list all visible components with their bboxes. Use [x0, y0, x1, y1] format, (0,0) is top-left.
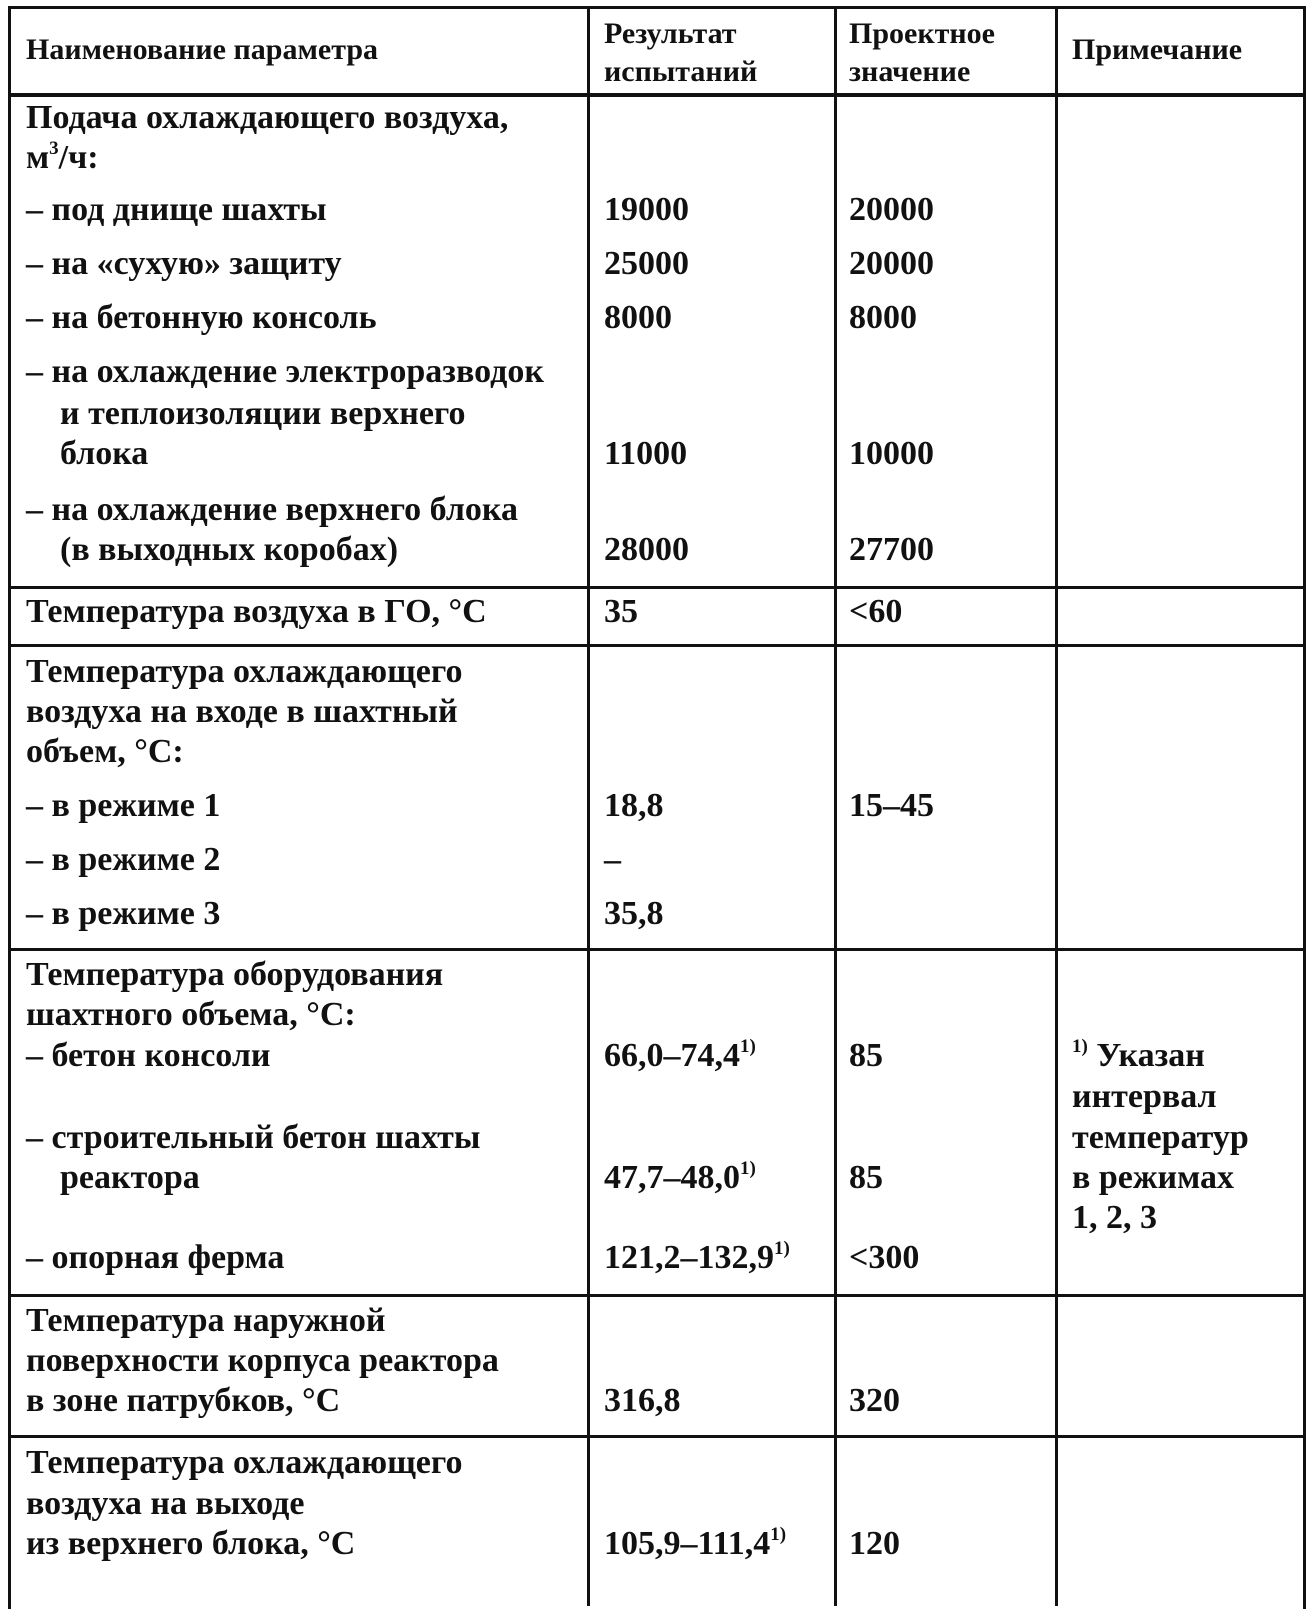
header-param: Наименование параметра [26, 33, 379, 66]
note-text: 1, 2, 3 [1072, 1199, 1157, 1236]
row-label: – на «сухую» защиту [26, 245, 342, 282]
row-label: воздуха на выходе [26, 1485, 305, 1522]
row-label: Температура воздуха в ГО, °С [26, 593, 487, 630]
note-text: температур [1072, 1119, 1249, 1156]
design-value: 120 [849, 1525, 900, 1562]
row-label: – бетон консоли [26, 1037, 271, 1074]
header-divider [8, 93, 1303, 97]
row-label: – строительный бетон шахты [26, 1119, 481, 1156]
row-label: поверхности корпуса реактора [26, 1342, 499, 1379]
design-value: 320 [849, 1382, 900, 1419]
note-text: интервал [1072, 1078, 1217, 1115]
row-label: – на охлаждение верхнего блока [26, 491, 518, 528]
header-design: значение [849, 55, 971, 88]
design-value: 27700 [849, 531, 934, 568]
result-value: 66,0–74,4$^{1)}$ [604, 1036, 756, 1074]
result-value: 316,8 [604, 1382, 681, 1419]
footnote-mark: 1) [770, 1524, 787, 1545]
result-value: 47,7–48,0$^{1)}$ [604, 1158, 756, 1196]
design-value: 85 [849, 1159, 883, 1196]
row-divider [8, 644, 1303, 647]
header-design: Проектное [849, 17, 995, 50]
row-label: (в выходных коробах) [60, 531, 399, 568]
row-label: и теплоизоляции верхнего [60, 395, 466, 432]
row-label: – в режиме 2 [26, 841, 221, 878]
row-label: – под днище шахты [26, 191, 327, 228]
design-value: 20000 [849, 245, 934, 282]
section-title: объем, °С: [26, 733, 184, 770]
row-label: – опорная ферма [26, 1239, 285, 1276]
result-value: 35 [604, 593, 638, 630]
row-label: Температура наружной [26, 1302, 386, 1339]
row-divider [8, 948, 1303, 951]
section-title: Температура охлаждающего [26, 653, 463, 690]
design-value: <300 [849, 1239, 920, 1276]
result-value: 8000 [604, 299, 672, 336]
result-value: 11000 [604, 435, 688, 472]
result-value: 25000 [604, 245, 689, 282]
design-value: 20000 [849, 191, 934, 228]
row-divider [8, 586, 1303, 589]
header-note: Примечание [1072, 33, 1243, 66]
header-result: испытаний [604, 55, 758, 88]
design-value: <60 [849, 593, 903, 630]
section-title: воздуха на входе в шахтный [26, 693, 458, 730]
row-label: – в режиме 1 [26, 787, 221, 824]
row-label: из верхнего блока, °С [26, 1525, 356, 1562]
design-value: 8000 [849, 299, 917, 336]
row-divider [8, 1435, 1303, 1438]
section-title: Подача охлаждающего воздуха, [26, 99, 509, 136]
result-value: 121,2–132,9$^{1)}$ [604, 1238, 790, 1276]
row-label: в зоне патрубков, °С [26, 1382, 341, 1419]
footnote-mark: 1) [740, 1158, 756, 1179]
section-title: $м^3/ч$: [26, 138, 99, 176]
result-value: – [604, 841, 621, 878]
footnote-mark: 1) [774, 1238, 790, 1259]
design-value: 85 [849, 1037, 883, 1074]
row-label: Температура охлаждающего [26, 1444, 463, 1481]
result-value: 28000 [604, 531, 689, 568]
result-value: 19000 [604, 191, 689, 228]
column-divider [1055, 6, 1058, 1606]
design-value: 15–45 [849, 787, 934, 824]
column-divider [587, 6, 590, 1606]
column-divider [834, 6, 837, 1606]
row-label: блока [60, 435, 149, 472]
result-value: 35,8 [604, 895, 664, 932]
footnote-mark: 1) [740, 1036, 756, 1057]
result-value: 105,9–111,4$^{1)}$ [604, 1524, 787, 1562]
header-result: Результат [604, 17, 737, 50]
row-label: – в режиме 3 [26, 895, 221, 932]
section-title: Температура оборудования [26, 956, 444, 993]
row-divider [8, 1294, 1303, 1297]
section-title: шахтного объема, °С: [26, 996, 356, 1033]
note-text: $^{1)}$ Указан [1072, 1036, 1205, 1074]
result-value: 18,8 [604, 787, 664, 824]
design-value: 10000 [849, 435, 934, 472]
row-label: реактора [60, 1159, 200, 1196]
footnote-mark: 1) [1072, 1036, 1088, 1057]
row-label: – на бетонную консоль [26, 299, 377, 336]
note-text: в режимах [1072, 1159, 1235, 1196]
row-label: – на охлаждение электроразводок [26, 353, 544, 390]
